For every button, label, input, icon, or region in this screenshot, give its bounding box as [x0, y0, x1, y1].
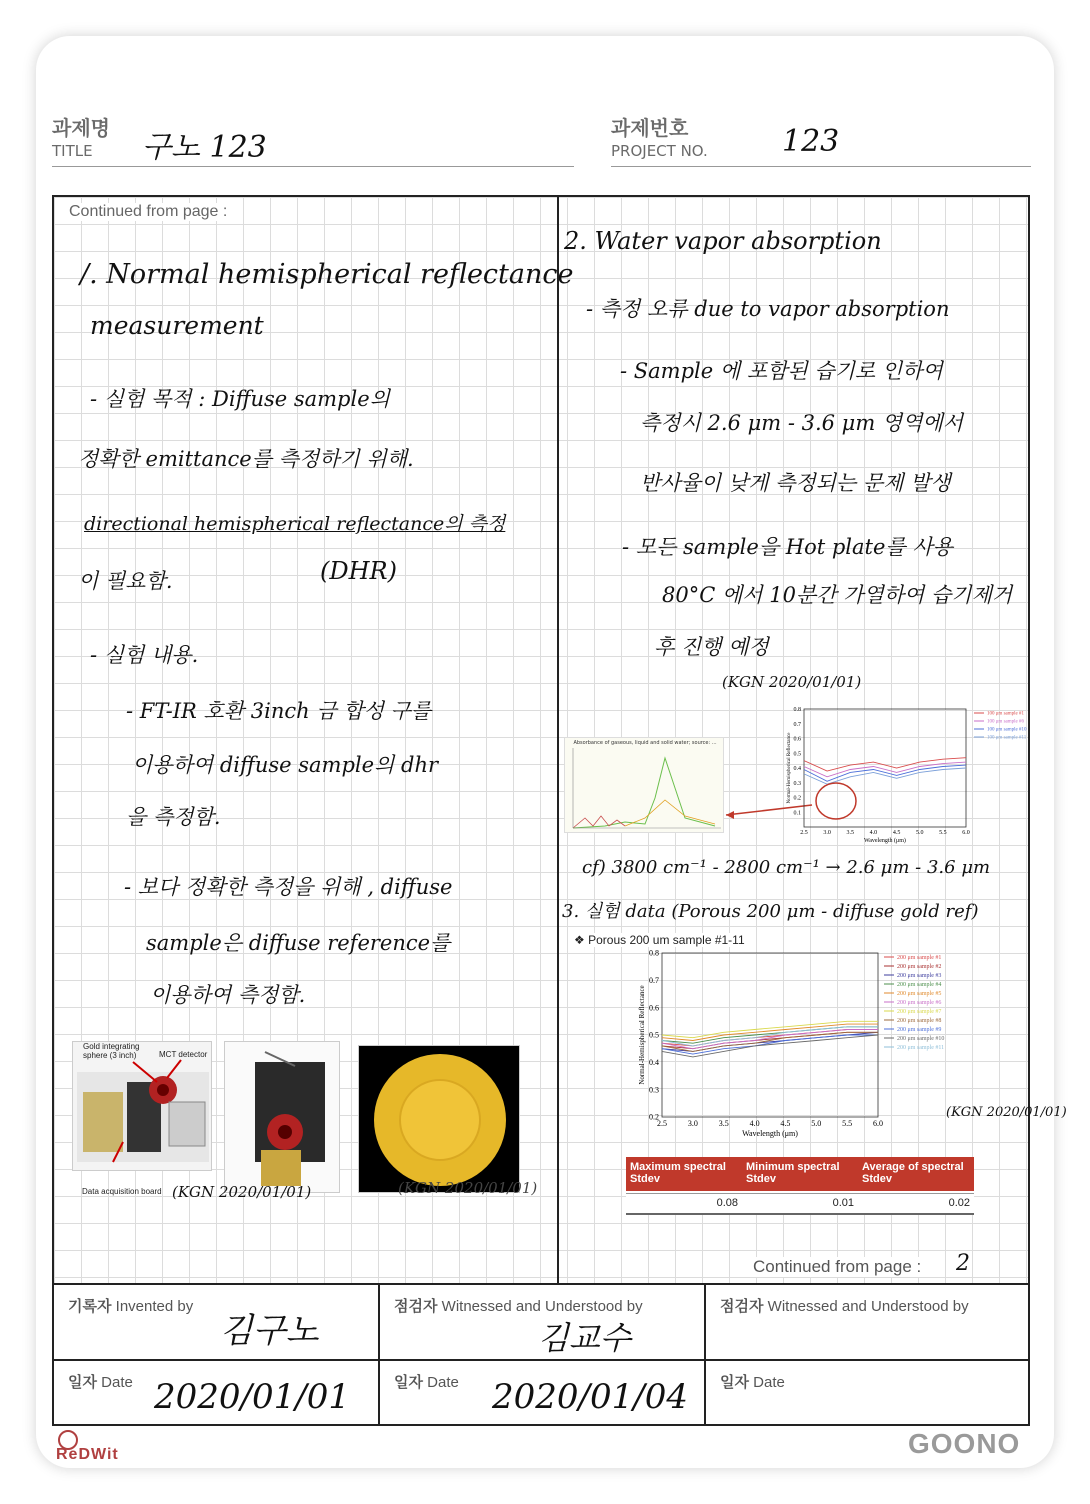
legend-label: 200 μm sample #8 — [897, 1018, 942, 1024]
legend-label: 200 μm sample #2 — [897, 964, 942, 970]
absorbance-chart-svg — [565, 738, 725, 834]
date1-label: 일자 Date — [68, 1374, 133, 1391]
date3-label: 일자 Date — [720, 1374, 785, 1391]
setup-photo — [72, 1041, 212, 1171]
legend-label: 200 μm sample #3 — [897, 973, 942, 979]
notebook-page — [36, 36, 1067, 1468]
stdev-col-avg: Average of spectral Stdev — [862, 1161, 964, 1185]
project-label-en: PROJECT NO. — [611, 142, 708, 160]
x-tick-label: 5.0 — [811, 1119, 822, 1128]
inventor-signature: 김구노 — [220, 1311, 319, 1351]
continued-from-label: Continued from page : — [66, 203, 230, 221]
y-tick-label: 0.3 — [649, 1085, 659, 1095]
date1-value: 2020/01/01 — [154, 1377, 350, 1417]
signature-row-divider — [54, 1359, 1028, 1361]
y-tick-label: 0.8 — [649, 948, 659, 958]
x-tick-label: 6.0 — [962, 830, 970, 836]
y-tick-label: 0.2 — [793, 795, 801, 802]
title-underline — [52, 166, 574, 167]
left-line-content: - 실험 내용. — [90, 643, 199, 667]
y-tick-label: 0.5 — [793, 751, 801, 758]
reflectance-chart-200um — [628, 949, 958, 1149]
x-tick-label: 3.0 — [687, 1119, 698, 1128]
date2-label: 일자 Date — [394, 1374, 459, 1391]
y-tick-label: 0.4 — [649, 1058, 659, 1067]
series-line — [804, 765, 966, 781]
left-line-accurate: - 보다 정확한 측정을 위해 , diffuse — [124, 875, 453, 899]
gold-sphere-photo — [358, 1045, 520, 1193]
legend-label: 200 μm sample #1 — [897, 955, 942, 961]
y-tick-label: 0.6 — [793, 736, 801, 743]
y-tick-label: 0.2 — [649, 1112, 659, 1122]
legend-label: 200 μm sample #7 — [897, 1009, 942, 1015]
sphere-label: Gold integrating sphere (3 inch) — [83, 1042, 140, 1060]
legend-label: 200 μm sample #10 — [897, 1036, 945, 1042]
section1-heading-cont: measurement — [90, 311, 264, 340]
absorbance-chart-title: Absorbance of gaseous, liquid and solid water; source: ... — [573, 740, 717, 746]
goono-logo: GOONO — [908, 1428, 1021, 1459]
left-line-using: 이용하여 diffuse sample의 dhr — [132, 753, 439, 777]
legend-label: 100 μm sample #6 — [987, 719, 1024, 725]
y-tick-label: 0.8 — [793, 707, 801, 713]
right-line-moisture: - Sample 에 포함된 습기로 인하여 — [620, 359, 943, 383]
left-line-dhr: directional hemispherical reflectance의 측정 — [84, 513, 506, 535]
detector-label: MCT detector — [159, 1050, 208, 1059]
date2-value: 2020/01/04 — [492, 1377, 688, 1417]
y-tick-label: 0.5 — [649, 1030, 659, 1040]
legend-label: 200 μm sample #11 — [897, 1045, 945, 1051]
right-line-hotplate: - 모든 sample을 Hot plate를 사용 — [622, 535, 953, 559]
y-tick-label: 0.1 — [793, 810, 801, 817]
legend-label: 100 μm sample #11 — [987, 735, 1027, 741]
left-line-reference: sample은 diffuse reference를 — [146, 931, 451, 955]
y-tick-label: 0.4 — [793, 766, 801, 772]
legend-label: 200 μm sample #4 — [897, 982, 942, 988]
title-label-ko: 과제명 — [52, 116, 110, 140]
title-value: 구노 123 — [142, 130, 267, 165]
signature-table — [52, 1283, 1030, 1426]
detector-photo — [224, 1041, 340, 1193]
absorbance-chart — [564, 737, 724, 833]
stdev-col-min: Minimum spectral Stdev — [746, 1161, 840, 1185]
reflectance-chart-100um — [774, 705, 1034, 845]
legend-label: 100 μm sample #1 — [987, 711, 1024, 717]
stdev-avg-value: 0.02 — [948, 1197, 970, 1209]
right-sign-2: (KGN 2020/01/01) — [946, 1105, 1067, 1120]
gold-sphere-illustration — [359, 1046, 521, 1194]
left-line-ftir: - FT-IR 호환 3inch 금 합성 구를 — [126, 699, 432, 723]
detector-illustration — [225, 1042, 341, 1194]
left-line-final: 이용하여 측정함. — [150, 983, 306, 1007]
right-line-low: 반사율이 낮게 측정되는 문제 발생 — [640, 471, 951, 495]
y-axis-label: Normal-Hemispherical Reflectance — [638, 985, 646, 1085]
x-tick-label: 5.5 — [842, 1119, 853, 1128]
section3-heading: 3. 실험 data (Porous 200 μm - diffuse gold ref) — [562, 901, 979, 922]
x-tick-label: 2.5 — [800, 830, 808, 836]
board-label: Data acquisition board — [82, 1187, 162, 1196]
x-axis-label: Wavelength (μm) — [742, 1129, 798, 1138]
witness1-label: 점검자 Witnessed and Understood by — [394, 1298, 643, 1315]
witness1-signature: 김교수 — [538, 1319, 631, 1357]
x-tick-label: 3.0 — [823, 830, 831, 836]
x-tick-label: 5.0 — [915, 830, 924, 836]
x-tick-label: 6.0 — [873, 1119, 883, 1128]
legend-label: 100 μm sample #10 — [987, 727, 1027, 733]
right-line-range: 측정시 2.6 μm - 3.6 μm 영역에서 — [640, 411, 964, 435]
right-sign-1: (KGN 2020/01/01) — [722, 673, 862, 691]
right-line-error: - 측정 오류 due to vapor absorption — [586, 297, 950, 321]
left-line-needed: 이 필요함. — [78, 569, 173, 593]
right-line-heat: 80°C 에서 10분간 가열하여 습기제거 — [662, 583, 1013, 607]
redwit-logo: ReDWit — [56, 1446, 119, 1463]
stdev-max-value: 0.08 — [716, 1197, 738, 1209]
project-value: 123 — [782, 124, 840, 159]
notes-grid — [52, 195, 1067, 1285]
setup-illustration — [73, 1042, 213, 1172]
chart2-caption: ❖ Porous 200 um sample #1-11 — [574, 933, 745, 947]
x-tick-label: 4.0 — [749, 1119, 760, 1128]
y-tick-label: 0.3 — [793, 780, 801, 787]
project-label-ko: 과제번호 — [611, 116, 689, 140]
right-line-cf: cf) 3800 cm⁻¹ - 2800 cm⁻¹ → 2.6 μm - 3.6 μm — [582, 857, 991, 878]
section2-heading: 2. Water vapor absorption — [564, 227, 882, 255]
continued-to-label: Continued from page : — [750, 1257, 924, 1277]
x-tick-label: 4.5 — [892, 830, 901, 836]
stdev-col-max: Maximum spectral Stdev — [630, 1161, 726, 1185]
x-tick-label: 4.0 — [869, 830, 878, 836]
x-tick-label: 4.5 — [780, 1119, 791, 1128]
stdev-bottom-rule — [626, 1213, 974, 1215]
left-line-measure: 을 측정함. — [126, 805, 221, 829]
signature-col-divider-1 — [378, 1285, 380, 1424]
highlight-circle — [816, 783, 856, 819]
photo-sign-2: (KGN 2020/01/01) — [398, 1179, 538, 1197]
column-divider — [557, 197, 559, 1283]
legend-label: 200 μm sample #6 — [897, 1000, 942, 1006]
y-tick-label: 0.6 — [649, 1003, 659, 1013]
signature-col-divider-2 — [704, 1285, 706, 1424]
stdev-min-value: 0.01 — [832, 1197, 854, 1209]
inventor-label: 기록자 Invented by — [68, 1298, 194, 1315]
x-tick-label: 3.5 — [846, 830, 855, 836]
y-tick-label: 0.7 — [793, 721, 801, 728]
y-axis-label: Normal-Hemispherical Reflectance — [787, 732, 792, 804]
x-axis-label: Wavelength (μm) — [864, 838, 906, 844]
left-line-dhr-abbr: (DHR) — [320, 557, 397, 585]
photo-sign-1: (KGN 2020/01/01) — [172, 1183, 312, 1201]
plot-frame — [804, 709, 966, 827]
y-tick-label: 0.7 — [649, 976, 659, 985]
legend-label: 200 μm sample #5 — [897, 991, 942, 997]
section1-heading: /. Normal hemispherical reflectance — [80, 259, 574, 290]
stdev-divider — [626, 1193, 974, 1194]
legend-label: 200 μm sample #9 — [897, 1027, 942, 1033]
x-tick-label: 5.5 — [939, 830, 947, 836]
witness2-label: 점검자 Witnessed and Understood by — [720, 1298, 969, 1315]
right-line-proceed: 후 진행 예정 — [654, 635, 769, 659]
continued-to-value: 2 — [956, 1251, 970, 1276]
x-tick-label: 2.5 — [657, 1119, 667, 1128]
title-label-en: TITLE — [52, 142, 93, 160]
project-underline — [611, 166, 1031, 167]
left-line-purpose: - 실험 목적 : Diffuse sample의 — [90, 387, 390, 411]
x-tick-label: 3.5 — [718, 1119, 729, 1128]
stdev-table — [626, 1157, 974, 1215]
left-line-emittance: 정확한 emittance를 측정하기 위해. — [78, 447, 414, 471]
